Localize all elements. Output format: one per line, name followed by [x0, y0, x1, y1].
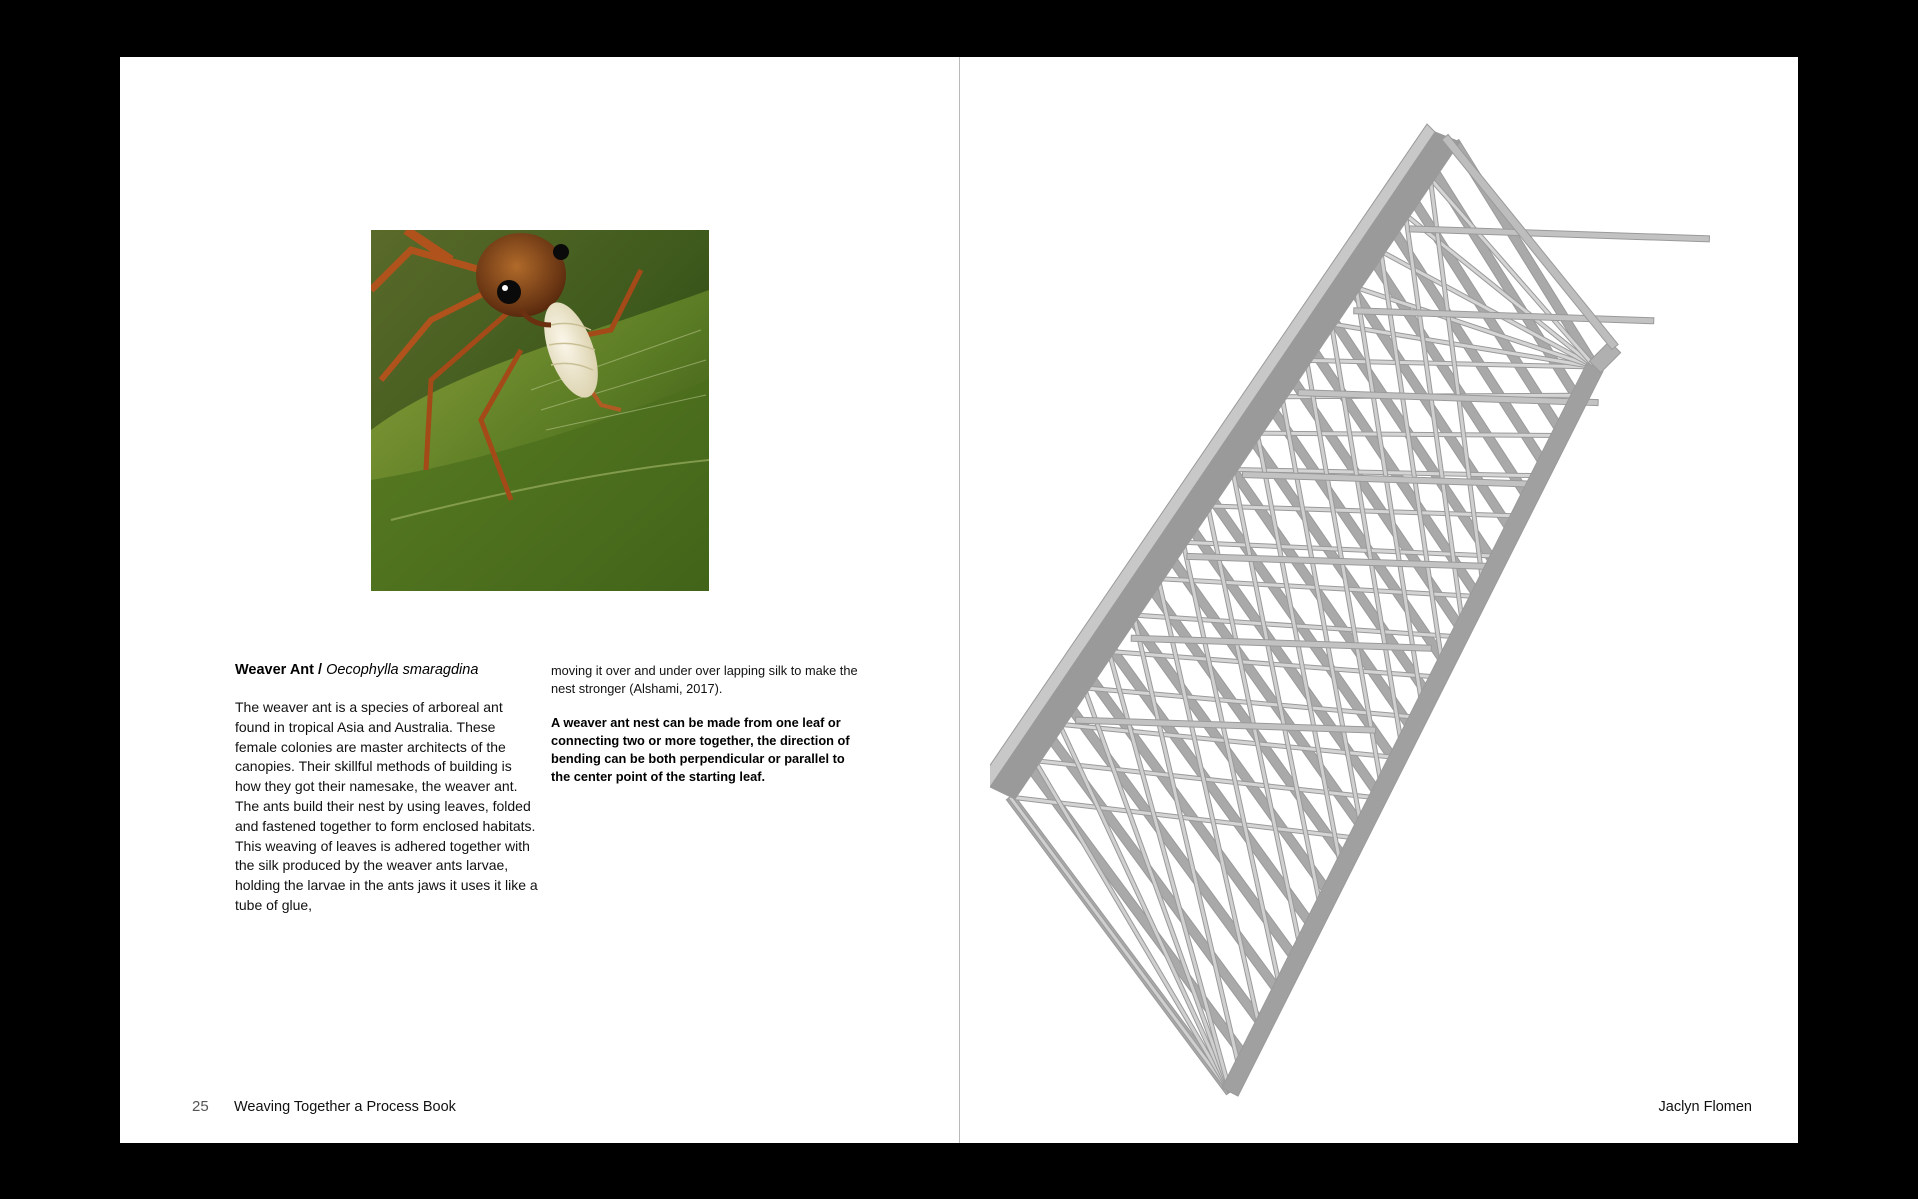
woven-lattice-model: [990, 77, 1790, 1127]
lattice-crossbar: [1409, 226, 1709, 242]
page-number: 25: [192, 1098, 209, 1115]
page-gutter: [959, 57, 960, 1143]
common-name: Weaver Ant /: [235, 662, 323, 678]
bold-paragraph: A weaver ant nest can be made from one leaf or connecting two or more together, the direction of bending can be both perpendicular or parallel to the center point of the starting leaf.: [551, 715, 850, 784]
species-heading: [235, 662, 540, 678]
scientific-name: Oecophylla smaragdina: [326, 662, 479, 678]
lattice-crossbar: [1354, 308, 1654, 324]
author-name: Jaclyn Flomen: [1658, 1099, 1752, 1115]
book-spread: [120, 57, 1798, 1143]
body-paragraph-2: moving it over and under over lapping silk to make the nest stronger (Alshami, 2017).: [551, 663, 858, 696]
running-title: Weaving Together a Process Book: [234, 1099, 456, 1115]
body-paragraph-1: The weaver ant is a species of arboreal ant found in tropical Asia and Australia. These female colonies are master architects of the canopies. Their skillful methods of building is how they got their namesake, the weaver ant. The ants build their nest by using leaves, folded and fastened together to form enclosed habitats. This weaving of leaves is adhered together with the silk produced by the weaver ants larvae, holding the larvae in the ants jaws it uses it like a tube of glue,: [235, 699, 538, 913]
weaver-ant-photo: [371, 230, 709, 591]
text-column-left: [235, 662, 540, 916]
text-column-right: [551, 662, 861, 786]
